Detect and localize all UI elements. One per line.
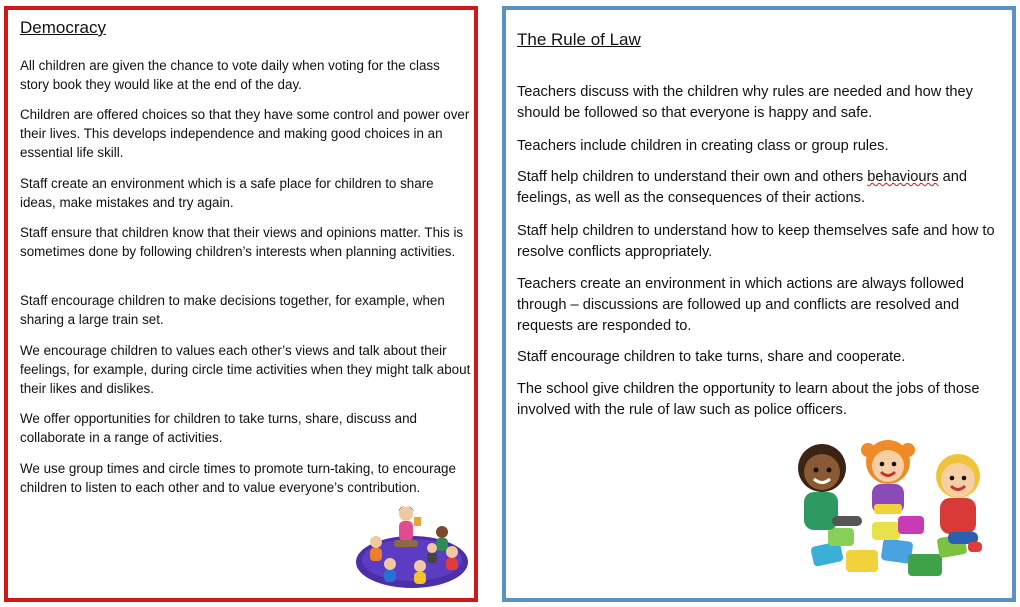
democracy-paragraph-2: Children are offered choices so that they have some control and power over their lives. This develops independence and making good choices in an essential life skill. (20, 107, 470, 160)
rule-of-law-title: The Rule of Law (517, 30, 641, 49)
law-paragraph-6: Staff encourage children to take turns, share and cooperate. (517, 349, 906, 365)
democracy-panel (4, 6, 478, 602)
law-paragraph-1: Teachers discuss with the children why rules are needed and how they should be followed so that everyone is happy and safe. (517, 84, 973, 121)
law-paragraph-7: The school give children the opportunity to learn about the jobs of those involved with the rule of law such as police officers. (517, 381, 980, 418)
democracy-paragraph-5: Staff encourage children to make decisions together, for example, when sharing a large train set. (20, 293, 445, 327)
rule-of-law-panel (502, 6, 1016, 602)
law-paragraph-3-end: and feelings, as well as the consequences of their actions. (517, 169, 968, 206)
spelling-flagged-word[interactable]: behaviours (867, 169, 939, 185)
law-paragraph-2: Teachers include children in creating class or group rules. (517, 138, 889, 154)
democracy-paragraph-6: We encourage children to values each other’s views and talk about their feelings, for example, during circle time activities when they might talk about their likes and dislikes. (20, 343, 471, 396)
law-paragraph-3 (517, 167, 1007, 209)
democracy-paragraph-8: We use group times and circle times to promote turn-taking, to encourage children to listen to each other and to value everyone’s contribution. (20, 461, 456, 495)
democracy-paragraph-4: Staff ensure that children know that their views and opinions matter. This is sometimes done by following children’s interests when planning activities. (20, 225, 464, 259)
democracy-title: Democracy (20, 18, 106, 37)
law-paragraph-4: Staff help children to understand how to keep themselves safe and how to resolve conflicts appropriately. (517, 223, 995, 260)
democracy-paragraph-1: All children are given the chance to vote daily when voting for the class story book they would like at the end of the day. (20, 58, 440, 92)
democracy-paragraph-3: Staff create an environment which is a safe place for children to share ideas, make mistakes and try again. (20, 176, 434, 210)
law-paragraph-5: Teachers create an environment in which actions are always followed through – discussions are followed up and conflicts are resolved and requests are responded to. (517, 276, 964, 334)
circle-time-illustration (354, 500, 472, 594)
children-puzzle-illustration (788, 432, 994, 584)
law-paragraph-3-start: Staff help children to understand their own and others (517, 169, 868, 185)
democracy-paragraph-7: We offer opportunities for children to take turns, share, discuss and collaborate in a range of activities. (20, 411, 417, 445)
